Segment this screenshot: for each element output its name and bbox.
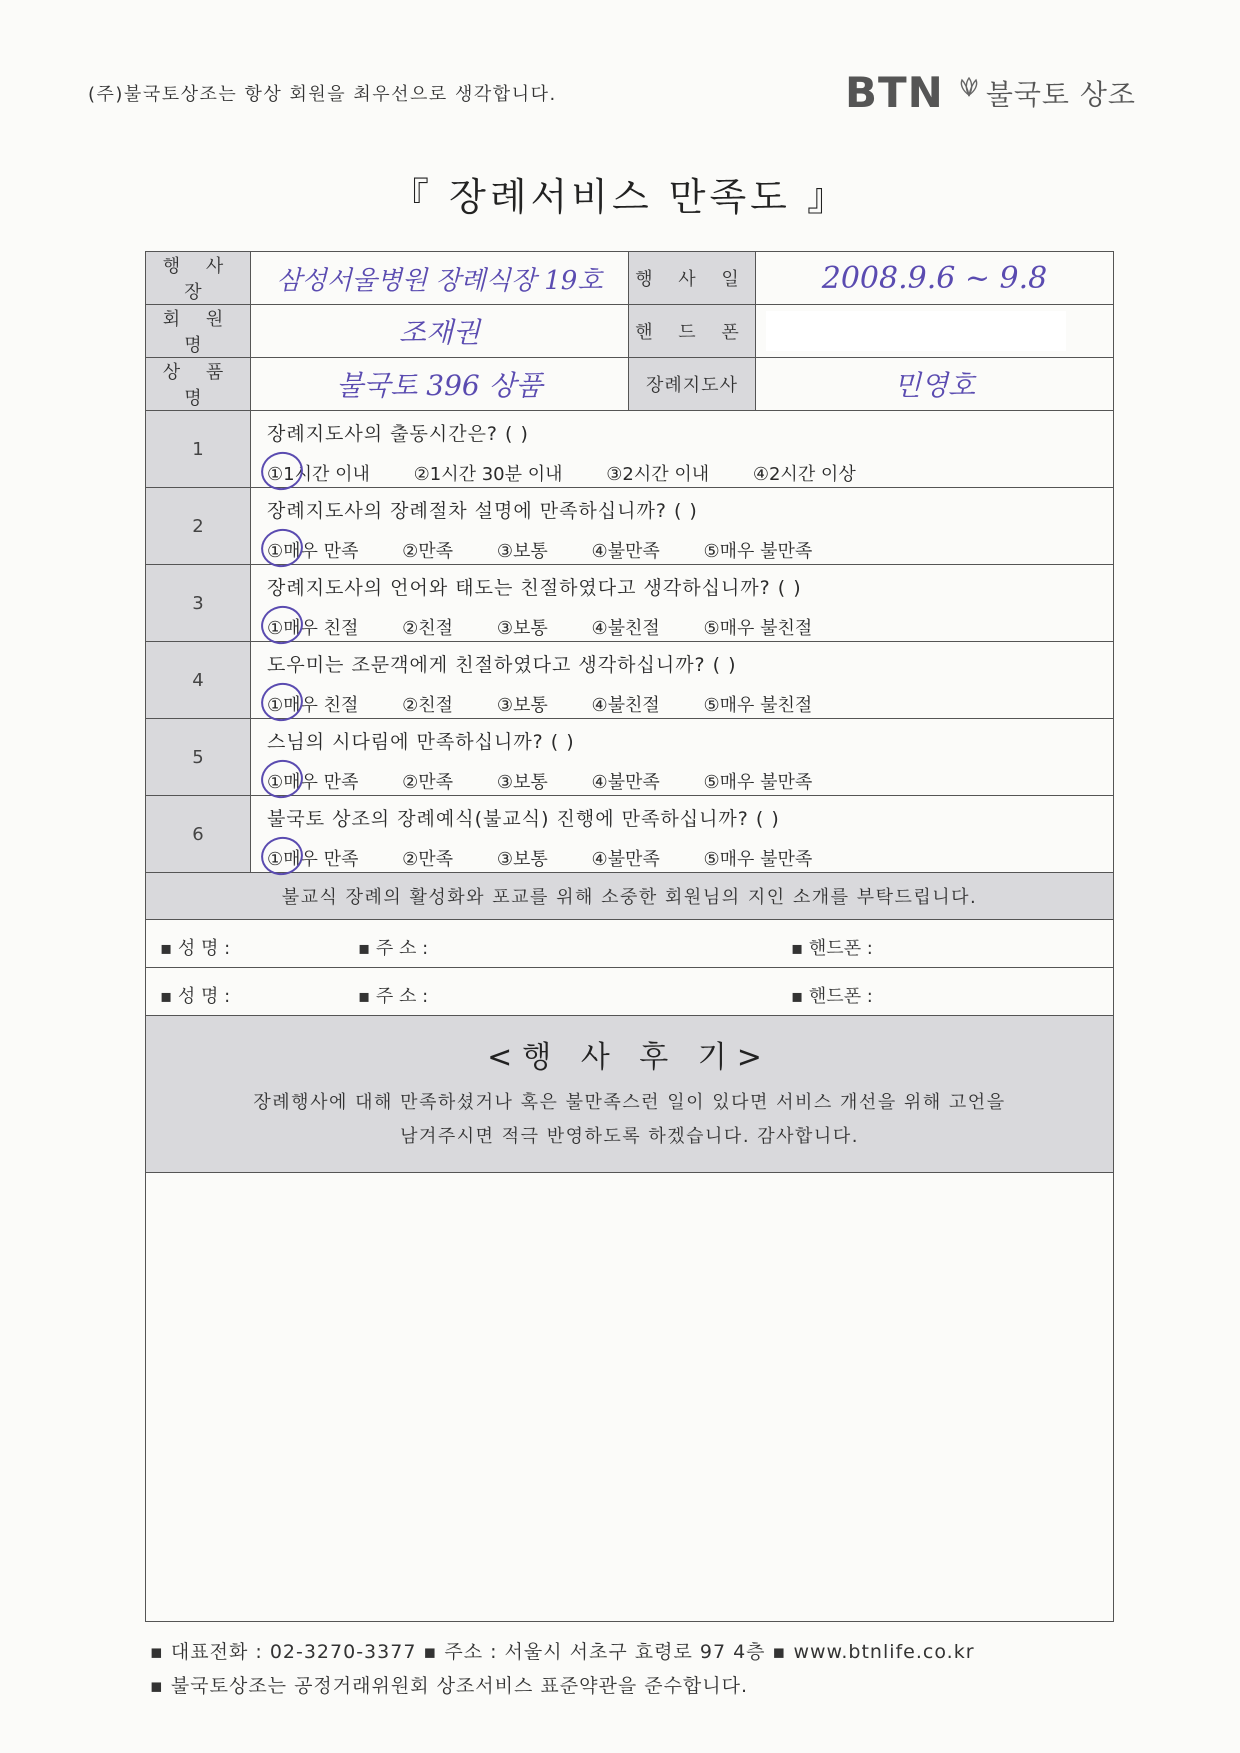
survey-form: [145, 251, 1114, 1622]
answer-option[interactable]: ①1시간 이내: [267, 463, 370, 485]
answer-option[interactable]: ②친절: [402, 694, 454, 716]
question-text: 장례지도사의 언어와 태도는 친절하였다고 생각하십니까? ( ): [267, 576, 802, 599]
review-writing-area[interactable]: [146, 1173, 1114, 1622]
answer-option[interactable]: ②만족: [402, 848, 454, 870]
answer-option[interactable]: ④불친절: [591, 617, 660, 639]
answer-options: [267, 691, 1113, 717]
question-text: 장례지도사의 장례절차 설명에 만족하십니까? ( ): [267, 499, 698, 522]
answer-option[interactable]: ①매우 친절: [267, 694, 359, 716]
footer-contact: ▪ 대표전화 : 02-3270-3377 ▪ 주소 : 서울시 서초구 효령로 97 4층 ▪ www.btnlife.co.kr: [150, 1641, 975, 1663]
answer-option[interactable]: ②1시간 30분 이내: [413, 463, 563, 485]
header-tagline: (주)불국토상조는 항상 회원을 최우선으로 생각합니다.: [88, 84, 557, 105]
answer-option[interactable]: ①매우 친절: [267, 617, 359, 639]
member-name-label: 회 원 명: [146, 305, 251, 358]
answer-options: [267, 614, 1113, 640]
answer-option[interactable]: ②만족: [402, 771, 454, 793]
answer-option[interactable]: ②만족: [402, 540, 454, 562]
question-text: 스님의 시다림에 만족하십니까? ( ): [267, 730, 575, 753]
answer-option[interactable]: ④불만족: [591, 771, 660, 793]
referral-address-label[interactable]: ▪ 주 소 :: [358, 986, 429, 1007]
phone-label: 핸 드 폰: [629, 305, 756, 358]
answer-option[interactable]: ③보통: [496, 617, 548, 639]
question-4: [251, 642, 1114, 719]
logo-btn-text: BTN: [845, 68, 944, 117]
lotus-icon: [954, 77, 984, 99]
answer-options: [267, 537, 1113, 563]
referral-name-label[interactable]: ▪ 성 명 :: [160, 938, 231, 959]
referral-phone-label[interactable]: ▪ 핸드폰 :: [791, 986, 873, 1007]
answer-options: [267, 845, 1113, 871]
answer-option[interactable]: ①매우 만족: [267, 540, 359, 562]
director-label: 장례지도사: [629, 358, 756, 411]
phone-value[interactable]: [756, 305, 1114, 358]
question-text: 불국토 상조의 장례예식(불교식) 진행에 만족하십니까? ( ): [267, 807, 780, 830]
answer-option[interactable]: ⑤매우 불만족: [703, 848, 813, 870]
answer-option[interactable]: ①매우 만족: [267, 771, 359, 793]
answer-option[interactable]: ④불만족: [591, 540, 660, 562]
question-number: 6: [146, 796, 251, 873]
answer-option[interactable]: ⑤매우 불만족: [703, 771, 813, 793]
event-date-value[interactable]: 2008.9.6 ~ 9.8: [756, 252, 1114, 305]
company-logo: [845, 68, 1136, 117]
review-title: <행 사 후 기>: [487, 1040, 772, 1075]
event-place-label: 행 사 장: [146, 252, 251, 305]
review-header: [146, 1016, 1114, 1173]
question-text: 도우미는 조문객에게 친절하였다고 생각하십니까? ( ): [267, 653, 737, 676]
product-label: 상 품 명: [146, 358, 251, 411]
event-place-value[interactable]: 삼성서울병원 장례식장 19호: [251, 252, 629, 305]
answer-option[interactable]: ③보통: [496, 694, 548, 716]
question-number: 4: [146, 642, 251, 719]
referral-address-label[interactable]: ▪ 주 소 :: [358, 938, 429, 959]
product-value[interactable]: 불국토 396 상품: [251, 358, 629, 411]
answer-options: [267, 768, 1113, 794]
logo-korean-text: 불국토 상조: [985, 77, 1136, 111]
referral-name-label[interactable]: ▪ 성 명 :: [160, 986, 231, 1007]
question-5: [251, 719, 1114, 796]
referral-banner: 불교식 장례의 활성화와 포교를 위해 소중한 회원님의 지인 소개를 부탁드립니다.: [146, 873, 1114, 920]
member-name-value[interactable]: 조재권: [251, 305, 629, 358]
answer-option[interactable]: ②친절: [402, 617, 454, 639]
question-6: [251, 796, 1114, 873]
question-number: 3: [146, 565, 251, 642]
answer-option[interactable]: ③보통: [496, 540, 548, 562]
referral-row: [146, 968, 1114, 1016]
page-title: 『 장례서비스 만족도 』: [391, 175, 849, 219]
review-instruction-line2: 남겨주시면 적극 반영하도록 하겠습니다. 감사합니다.: [400, 1126, 859, 1147]
answer-option[interactable]: ③보통: [496, 848, 548, 870]
question-3: [251, 565, 1114, 642]
question-number: 5: [146, 719, 251, 796]
phone-redaction: [766, 311, 1066, 351]
referral-phone-label[interactable]: ▪ 핸드폰 :: [791, 938, 873, 959]
event-date-label: 행 사 일: [629, 252, 756, 305]
answer-option[interactable]: ⑤매우 불친절: [703, 617, 813, 639]
question-text: 장례지도사의 출동시간은? ( ): [267, 422, 529, 445]
answer-option[interactable]: ④불만족: [591, 848, 660, 870]
question-number: 2: [146, 488, 251, 565]
answer-option[interactable]: ④2시간 이상: [752, 463, 856, 485]
answer-option[interactable]: ③보통: [496, 771, 548, 793]
answer-option[interactable]: ⑤매우 불친절: [703, 694, 813, 716]
review-instruction-line1: 장례행사에 대해 만족하셨거나 혹은 불만족스런 일이 있다면 서비스 개선을 위해 고언을: [253, 1092, 1006, 1113]
answer-options: [267, 460, 1113, 486]
question-1: [251, 411, 1114, 488]
answer-option[interactable]: ④불친절: [591, 694, 660, 716]
answer-option[interactable]: ①매우 만족: [267, 848, 359, 870]
footer-notice: ▪ 불국토상조는 공정거래위원회 상조서비스 표준약관을 준수합니다.: [150, 1675, 749, 1697]
director-value[interactable]: 민영호: [756, 358, 1114, 411]
referral-row: [146, 920, 1114, 968]
question-number: 1: [146, 411, 251, 488]
question-2: [251, 488, 1114, 565]
answer-option[interactable]: ③2시간 이내: [606, 463, 710, 485]
answer-option[interactable]: ⑤매우 불만족: [703, 540, 813, 562]
